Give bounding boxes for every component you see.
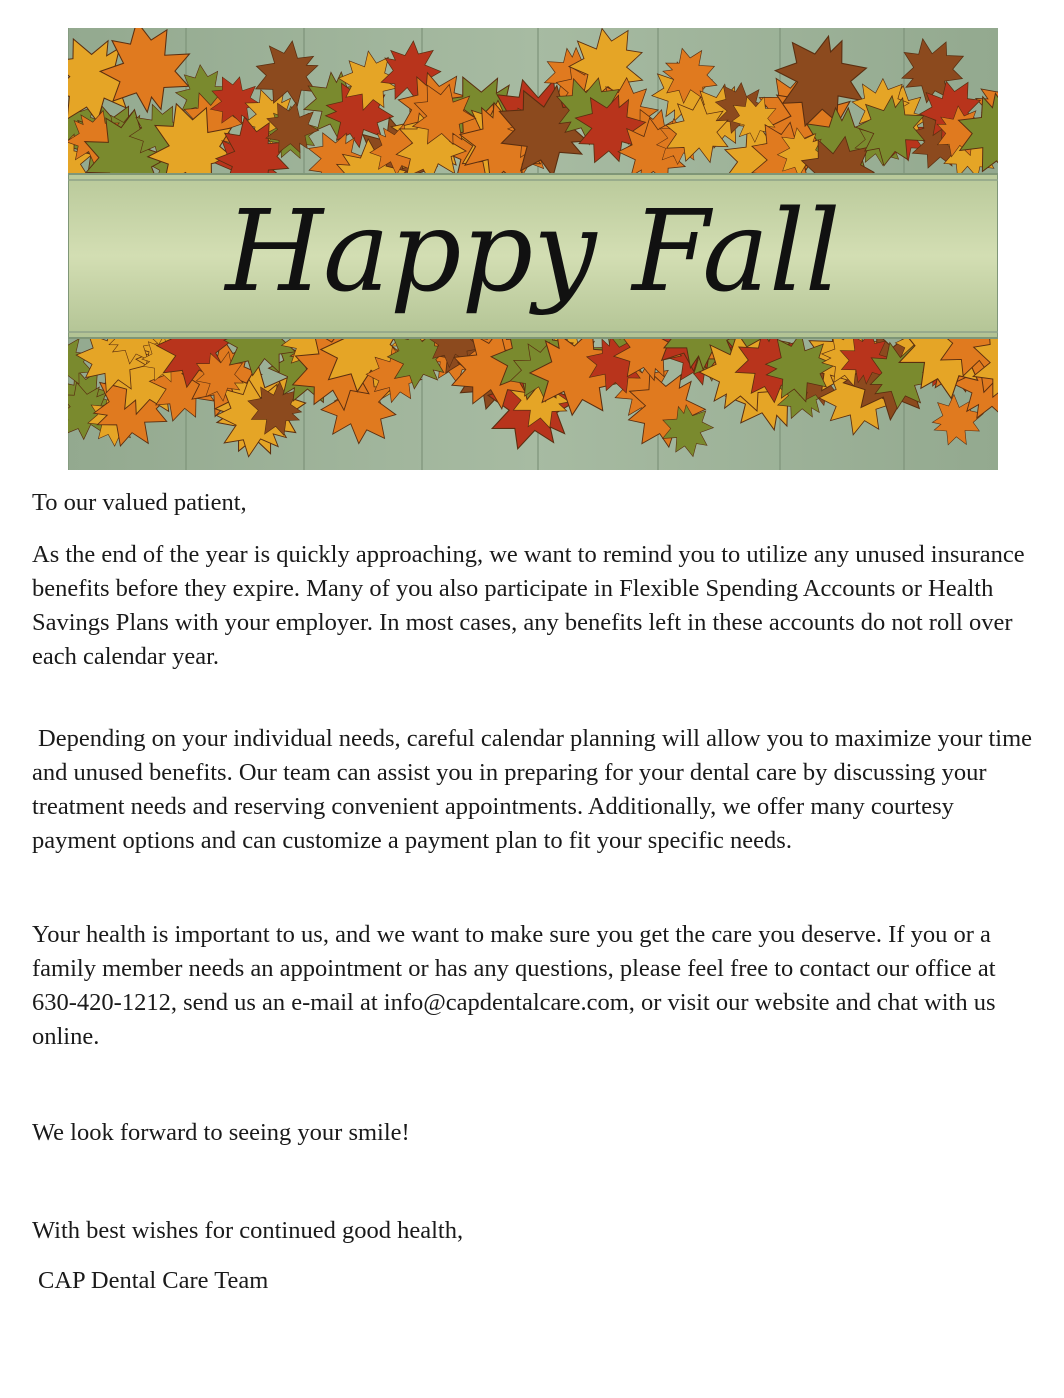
signature: CAP Dental Care Team [38, 1267, 269, 1294]
letter-body [32, 486, 1042, 1298]
sign-off: With best wishes for continued good health, [32, 1217, 464, 1244]
closing-line: We look forward to seeing your smile! [32, 1119, 410, 1146]
letter-greeting: To our valued patient, [32, 489, 247, 516]
paragraph-calendar-planning: Depending on your individual needs, careful calendar planning will allow you to maximize your time and unused benefits. Our team can assist you in preparing for your dental care by discussing your treatment needs and reserving convenient appointments. Additionally, we offer many courtesy payment options and can customize a payment plan to fit your specific needs. [32, 725, 1033, 854]
paragraph-contact-info: Your health is important to us, and we want to make sure you get the care you deserve. If you or a family member needs an appointment or has any questions, please feel free to contact our office at 630-420-1212, send us an e-mail at info@capdentalcare.com, or visit our website and chat with us online. [32, 921, 996, 1050]
paragraph-benefits-reminder: As the end of the year is quickly approaching, we want to remind you to utilize any unused insurance benefits before they expire. Many of you also participate in Flexible Spending Accounts or Health Savings Plans with your employer. In most cases, any benefits left in these accounts do not roll over each calendar year. [32, 541, 1025, 670]
happy-fall-banner [68, 28, 998, 470]
banner-artwork [68, 28, 998, 470]
banner-title: Happy Fall [225, 187, 841, 317]
